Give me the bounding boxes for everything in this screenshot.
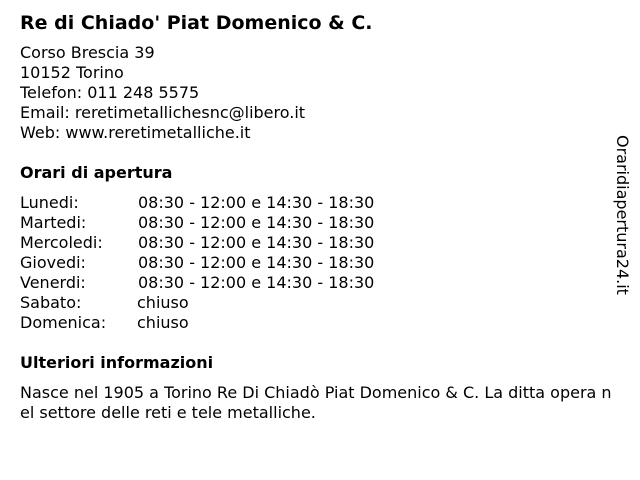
day-label: Lunedi: [20,193,79,212]
hours-row-tuesday [20,213,440,233]
phone-line: Telefon: 011 248 5575 [20,83,200,102]
day-label: Domenica: [20,313,107,332]
hours-value: 08:30 - 12:00 e 14:30 - 18:30 [138,253,375,272]
hours-heading: Orari di apertura [20,163,173,182]
hours-row-saturday [20,293,440,313]
contact-block [20,43,305,143]
hours-value: 08:30 - 12:00 e 14:30 - 18:30 [138,273,375,292]
day-label: Giovedi: [20,253,86,272]
business-name: Re di Chiado' Piat Domenico & C. [20,12,373,34]
web-line: Web: www.reretimetalliche.it [20,123,251,142]
hours-row-sunday [20,313,440,333]
email-line: Email: reretimetallichesnc@libero.it [20,103,306,122]
info-description: Nasce nel 1905 a Torino Re Di Chiadò Piat Domenico & C. La ditta opera nel settore delle reti e tele metalliche. [20,383,612,422]
info-heading: Ulteriori informazioni [20,353,214,372]
opening-hours-table [20,193,440,333]
hours-row-friday [20,273,440,293]
day-label: Venerdi: [20,273,86,292]
address-city: 10152 Torino [20,63,124,82]
hours-row-wednesday [20,233,440,253]
site-brand-vertical: Oraridiapertura24.it [613,135,632,295]
hours-row-monday [20,193,440,213]
address-street: Corso Brescia 39 [20,43,155,62]
hours-value: chiuso [137,293,189,312]
hours-value: 08:30 - 12:00 e 14:30 - 18:30 [138,233,375,252]
hours-value: chiuso [137,313,189,332]
day-label: Mercoledi: [20,233,103,252]
hours-value: 08:30 - 12:00 e 14:30 - 18:30 [138,193,375,212]
hours-row-thursday [20,253,440,273]
hours-value: 08:30 - 12:00 e 14:30 - 18:30 [138,213,375,232]
day-label: Sabato: [20,293,82,312]
day-label: Martedi: [20,213,87,232]
